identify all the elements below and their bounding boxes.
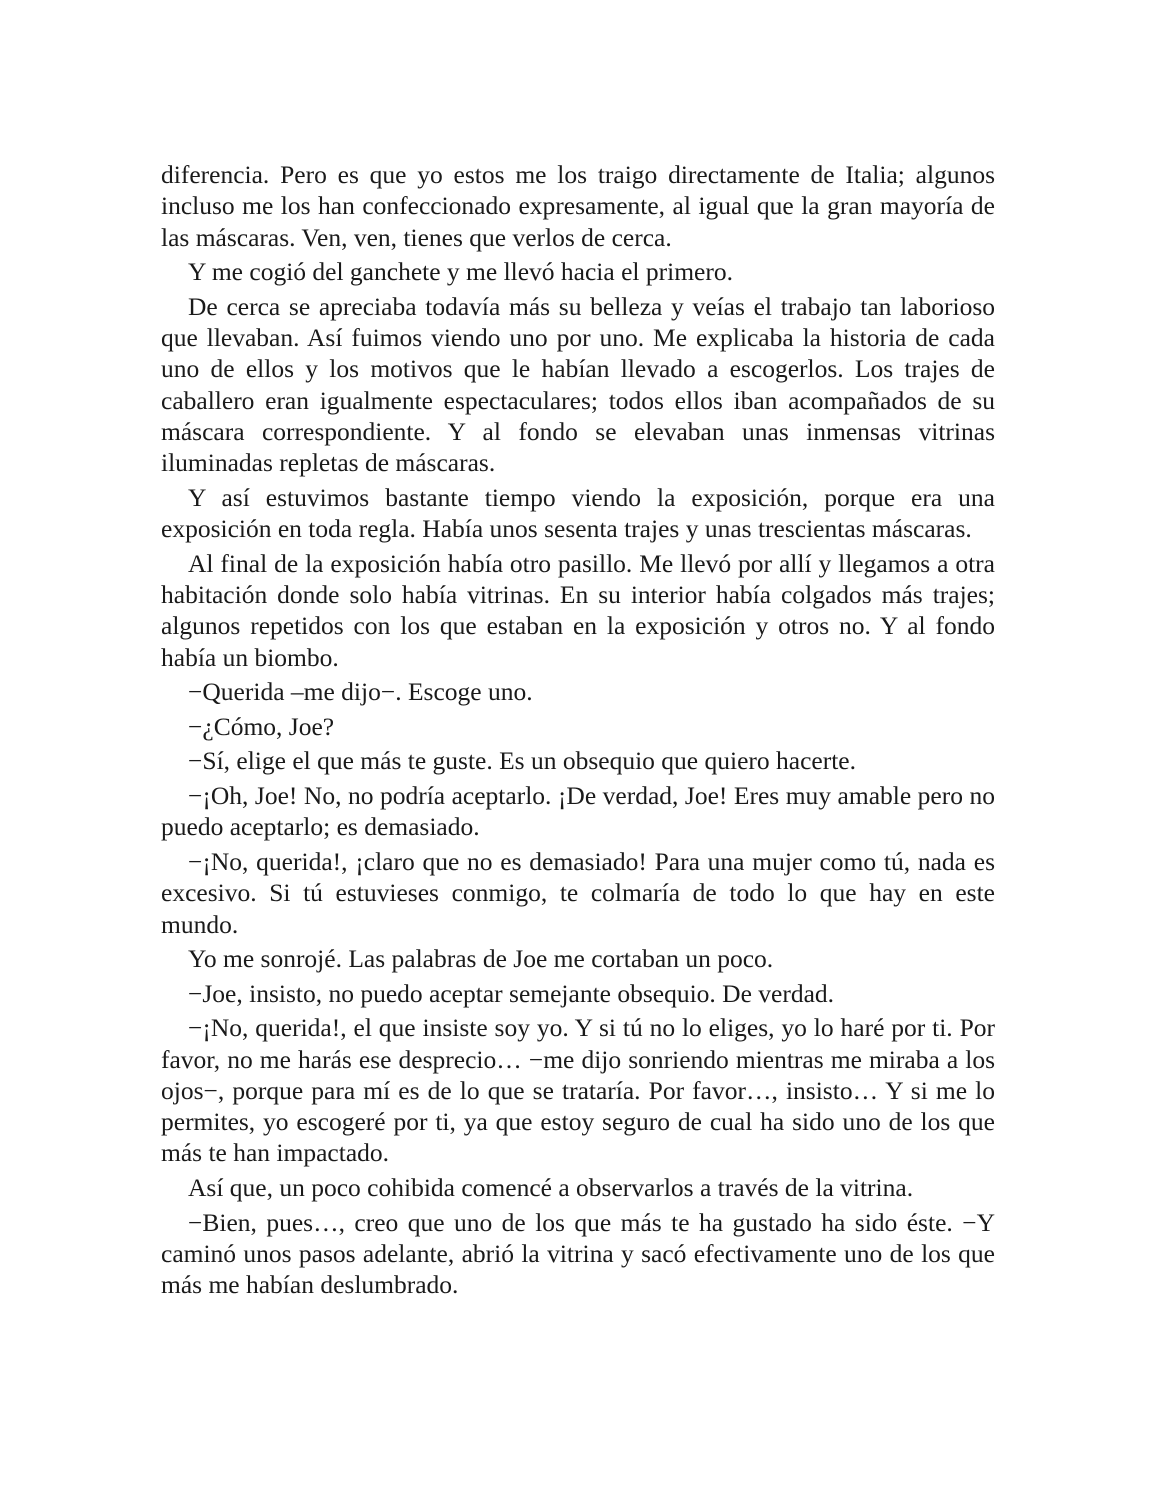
paragraph: De cerca se apreciaba todavía más su belleza y veías el trabajo tan laborioso que llevaban. Así fuimos viendo uno por uno. Me explicaba la historia de cada uno de ellos y los motivos que le habían llevado a escogerlos. Los trajes de caballero eran igualmente espectaculares; todos ellos iban acompañados de su máscara correspondiente. Y al fondo se elevaban unas inmensas vitrinas iluminadas repletas de máscaras. <box>161 291 995 478</box>
paragraph: Al final de la exposición había otro pasillo. Me llevó por allí y llegamos a otra habitación donde solo había vitrinas. En su interior había colgados más trajes; algunos repetidos con los que estaban en la exposición y otros no. Y al fondo había un biombo. <box>161 548 995 672</box>
dialogue-line: −¡Oh, Joe! No, no podría aceptarlo. ¡De verdad, Joe! Eres muy amable pero no puedo aceptarlo; es demasiado. <box>161 781 995 842</box>
paragraph: Y así estuvimos bastante tiempo viendo la exposición, porque era una exposición en toda regla. Había unos sesenta trajes y unas trescientas máscaras. <box>161 482 995 544</box>
dialogue-line: −¡No, querida!, el que insiste soy yo. Y si tú no lo eliges, yo lo haré por ti. Por favor, no me harás ese desprecio… −me dijo sonriendo mientras me miraba a los ojos−, porque para mí es de lo que se trataría. Por favor…, insisto… Y si me lo permites, yo escogeré por ti, ya que estoy seguro de cual ha sido uno de los que más te han impactado. <box>161 1013 995 1168</box>
paragraph: Y me cogió del ganchete y me llevó hacia el primero. <box>188 257 733 287</box>
page-body <box>161 159 995 1304</box>
dialogue-line: −Bien, pues…, creo que uno de los que más te ha gustado ha sido éste. −Y caminó unos pasos adelante, abrió la vitrina y sacó efectivamente uno de los que más me habían deslumbrado. <box>161 1207 995 1300</box>
dialogue-line: −Querida –me dijo−. Escoge uno. <box>188 677 533 707</box>
dialogue-line: −Sí, elige el que más te guste. Es un obsequio que quiero hacerte. <box>188 746 856 776</box>
dialogue-line: −¡No, querida!, ¡claro que no es demasiado! Para una mujer como tú, nada es excesivo. Si tú estuvieses conmigo, te colmaría de todo lo que hay en este mundo. <box>161 846 995 939</box>
dialogue-line: −Joe, insisto, no puedo aceptar semejante obsequio. De verdad. <box>188 978 835 1008</box>
paragraph: Yo me sonrojé. Las palabras de Joe me cortaban un poco. <box>188 944 774 974</box>
paragraph-continued: diferencia. Pero es que yo estos me los traigo directamente de Italia; algunos incluso me los han confeccionado expresamente, al igual que la gran mayoría de las máscaras. Ven, ven, tienes que verlos de cerca. <box>161 160 995 252</box>
paragraph: Así que, un poco cohibida comencé a observarlos a través de la vitrina. <box>188 1173 914 1203</box>
dialogue-line: −¿Cómo, Joe? <box>188 711 335 741</box>
